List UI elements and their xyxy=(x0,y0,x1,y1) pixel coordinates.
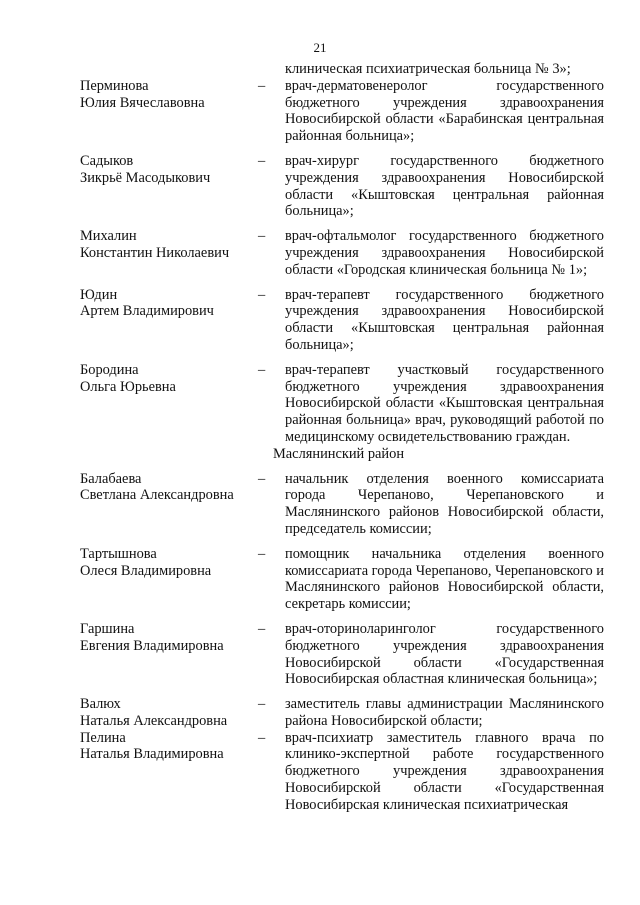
dash-separator: – xyxy=(258,729,266,746)
member-name xyxy=(80,78,258,112)
member-position: заместитель главы администрации Маслянинского района Новосибирской области; xyxy=(285,696,604,729)
member-name xyxy=(80,546,258,580)
member-name xyxy=(80,730,258,764)
member-position: помощник начальника отделения военного комиссариата города Черепаново, Черепановского и Маслянинского районов Новосибирской области, секретарь комиссии; xyxy=(285,545,605,613)
member-first-names: Артем Владимирович xyxy=(80,303,214,320)
dash-separator: – xyxy=(258,470,266,487)
member-position: врач-терапевт государственного бюджетного учреждения здравоохранения Новосибирской области «Кыштовская центральная районная больница»; xyxy=(285,286,604,353)
member-entry xyxy=(80,730,605,814)
member-last-name: Гаршина xyxy=(80,620,135,637)
member-last-name: Юдин xyxy=(80,286,118,303)
member-entry xyxy=(80,78,605,145)
member-last-name: Пелина xyxy=(80,729,126,746)
section-title: Маслянинский район xyxy=(273,445,405,462)
member-entry xyxy=(80,471,605,538)
member-position: начальник отделения военного комиссариата города Черепаново, Черепановского и Маслянинского районов Новосибирской области, председатель комиссии; xyxy=(285,470,604,537)
member-first-names: Олеся Владимировна xyxy=(80,562,212,579)
continuation-text: клиническая психиатрическая больница № 3»; xyxy=(285,61,571,77)
member-first-names: Ольга Юрьевна xyxy=(80,378,176,395)
member-entry xyxy=(80,696,605,730)
member-entry xyxy=(80,546,605,613)
member-position: врач-психиатр заместитель главного врача по клинико-экспертной работе государственного бюджетного учреждения здравоохранения Новосибирской области «Государственная Новосибирская клиническая психиатрическая xyxy=(285,729,604,813)
page-number: 21 xyxy=(313,40,327,55)
member-name xyxy=(80,153,258,187)
member-last-name: Балабаева xyxy=(80,470,142,487)
member-last-name: Перминова xyxy=(80,77,149,94)
commission-list xyxy=(80,61,605,814)
dash-separator: – xyxy=(258,228,266,245)
dash-separator: – xyxy=(258,696,266,713)
member-last-name: Бородина xyxy=(80,361,139,378)
member-entry xyxy=(80,153,605,220)
member-name xyxy=(80,228,258,262)
member-name xyxy=(80,696,258,730)
dash-separator: – xyxy=(258,77,266,94)
member-position: врач-терапевт участковый государственного бюджетного учреждения здравоохранения Новосибирской области «Кыштовская центральная районная больница» врач, руководящий работой по медицинскому освидетельствованию граждан. xyxy=(285,361,604,445)
member-name xyxy=(80,287,258,321)
continuation-row xyxy=(80,61,605,78)
member-position: врач-оториноларинголог государственного бюджетного учреждения здравоохранения Новосибирской области «Государственная Новосибирская областная клиническая больница»; xyxy=(285,620,604,688)
member-first-names: Светлана Александровна xyxy=(80,487,234,504)
member-name xyxy=(80,471,258,505)
member-entry xyxy=(80,287,605,354)
dash-separator: – xyxy=(258,545,266,562)
member-first-names: Наталья Александровна xyxy=(80,712,228,729)
member-first-names: Евгения Владимировна xyxy=(80,637,224,654)
dash-separator: – xyxy=(258,286,266,303)
member-first-names: Константин Николаевич xyxy=(80,244,230,261)
member-name xyxy=(80,621,258,655)
member-last-name: Садыков xyxy=(80,152,134,169)
member-first-names: Юлия Вячеславовна xyxy=(80,94,205,111)
member-entry xyxy=(80,621,605,688)
dash-separator: – xyxy=(258,620,266,637)
member-entry xyxy=(80,362,605,446)
member-first-names: Зикрьё Масодыкович xyxy=(80,169,211,186)
member-last-name: Михалин xyxy=(80,228,137,245)
member-first-names: Наталья Владимировна xyxy=(80,746,224,763)
member-position: врач-офтальмолог государственного бюджетного учреждения здравоохранения Новосибирской области «Городская клиническая больница № 1»; xyxy=(285,228,604,278)
dash-separator: – xyxy=(258,152,266,169)
member-position: врач-дерматовенеролог государственного бюджетного учреждения здравоохранения Новосибирской области «Барабинская центральная районная больница»; xyxy=(285,77,604,145)
member-entry xyxy=(80,228,605,278)
member-last-name: Тартышнова xyxy=(80,545,157,562)
member-position: врач-хирург государственного бюджетного учреждения здравоохранения Новосибирской области «Кыштовская центральная районная больница»; xyxy=(285,152,604,220)
dash-separator: – xyxy=(258,361,266,378)
member-name xyxy=(80,362,258,396)
member-last-name: Валюх xyxy=(80,696,121,713)
